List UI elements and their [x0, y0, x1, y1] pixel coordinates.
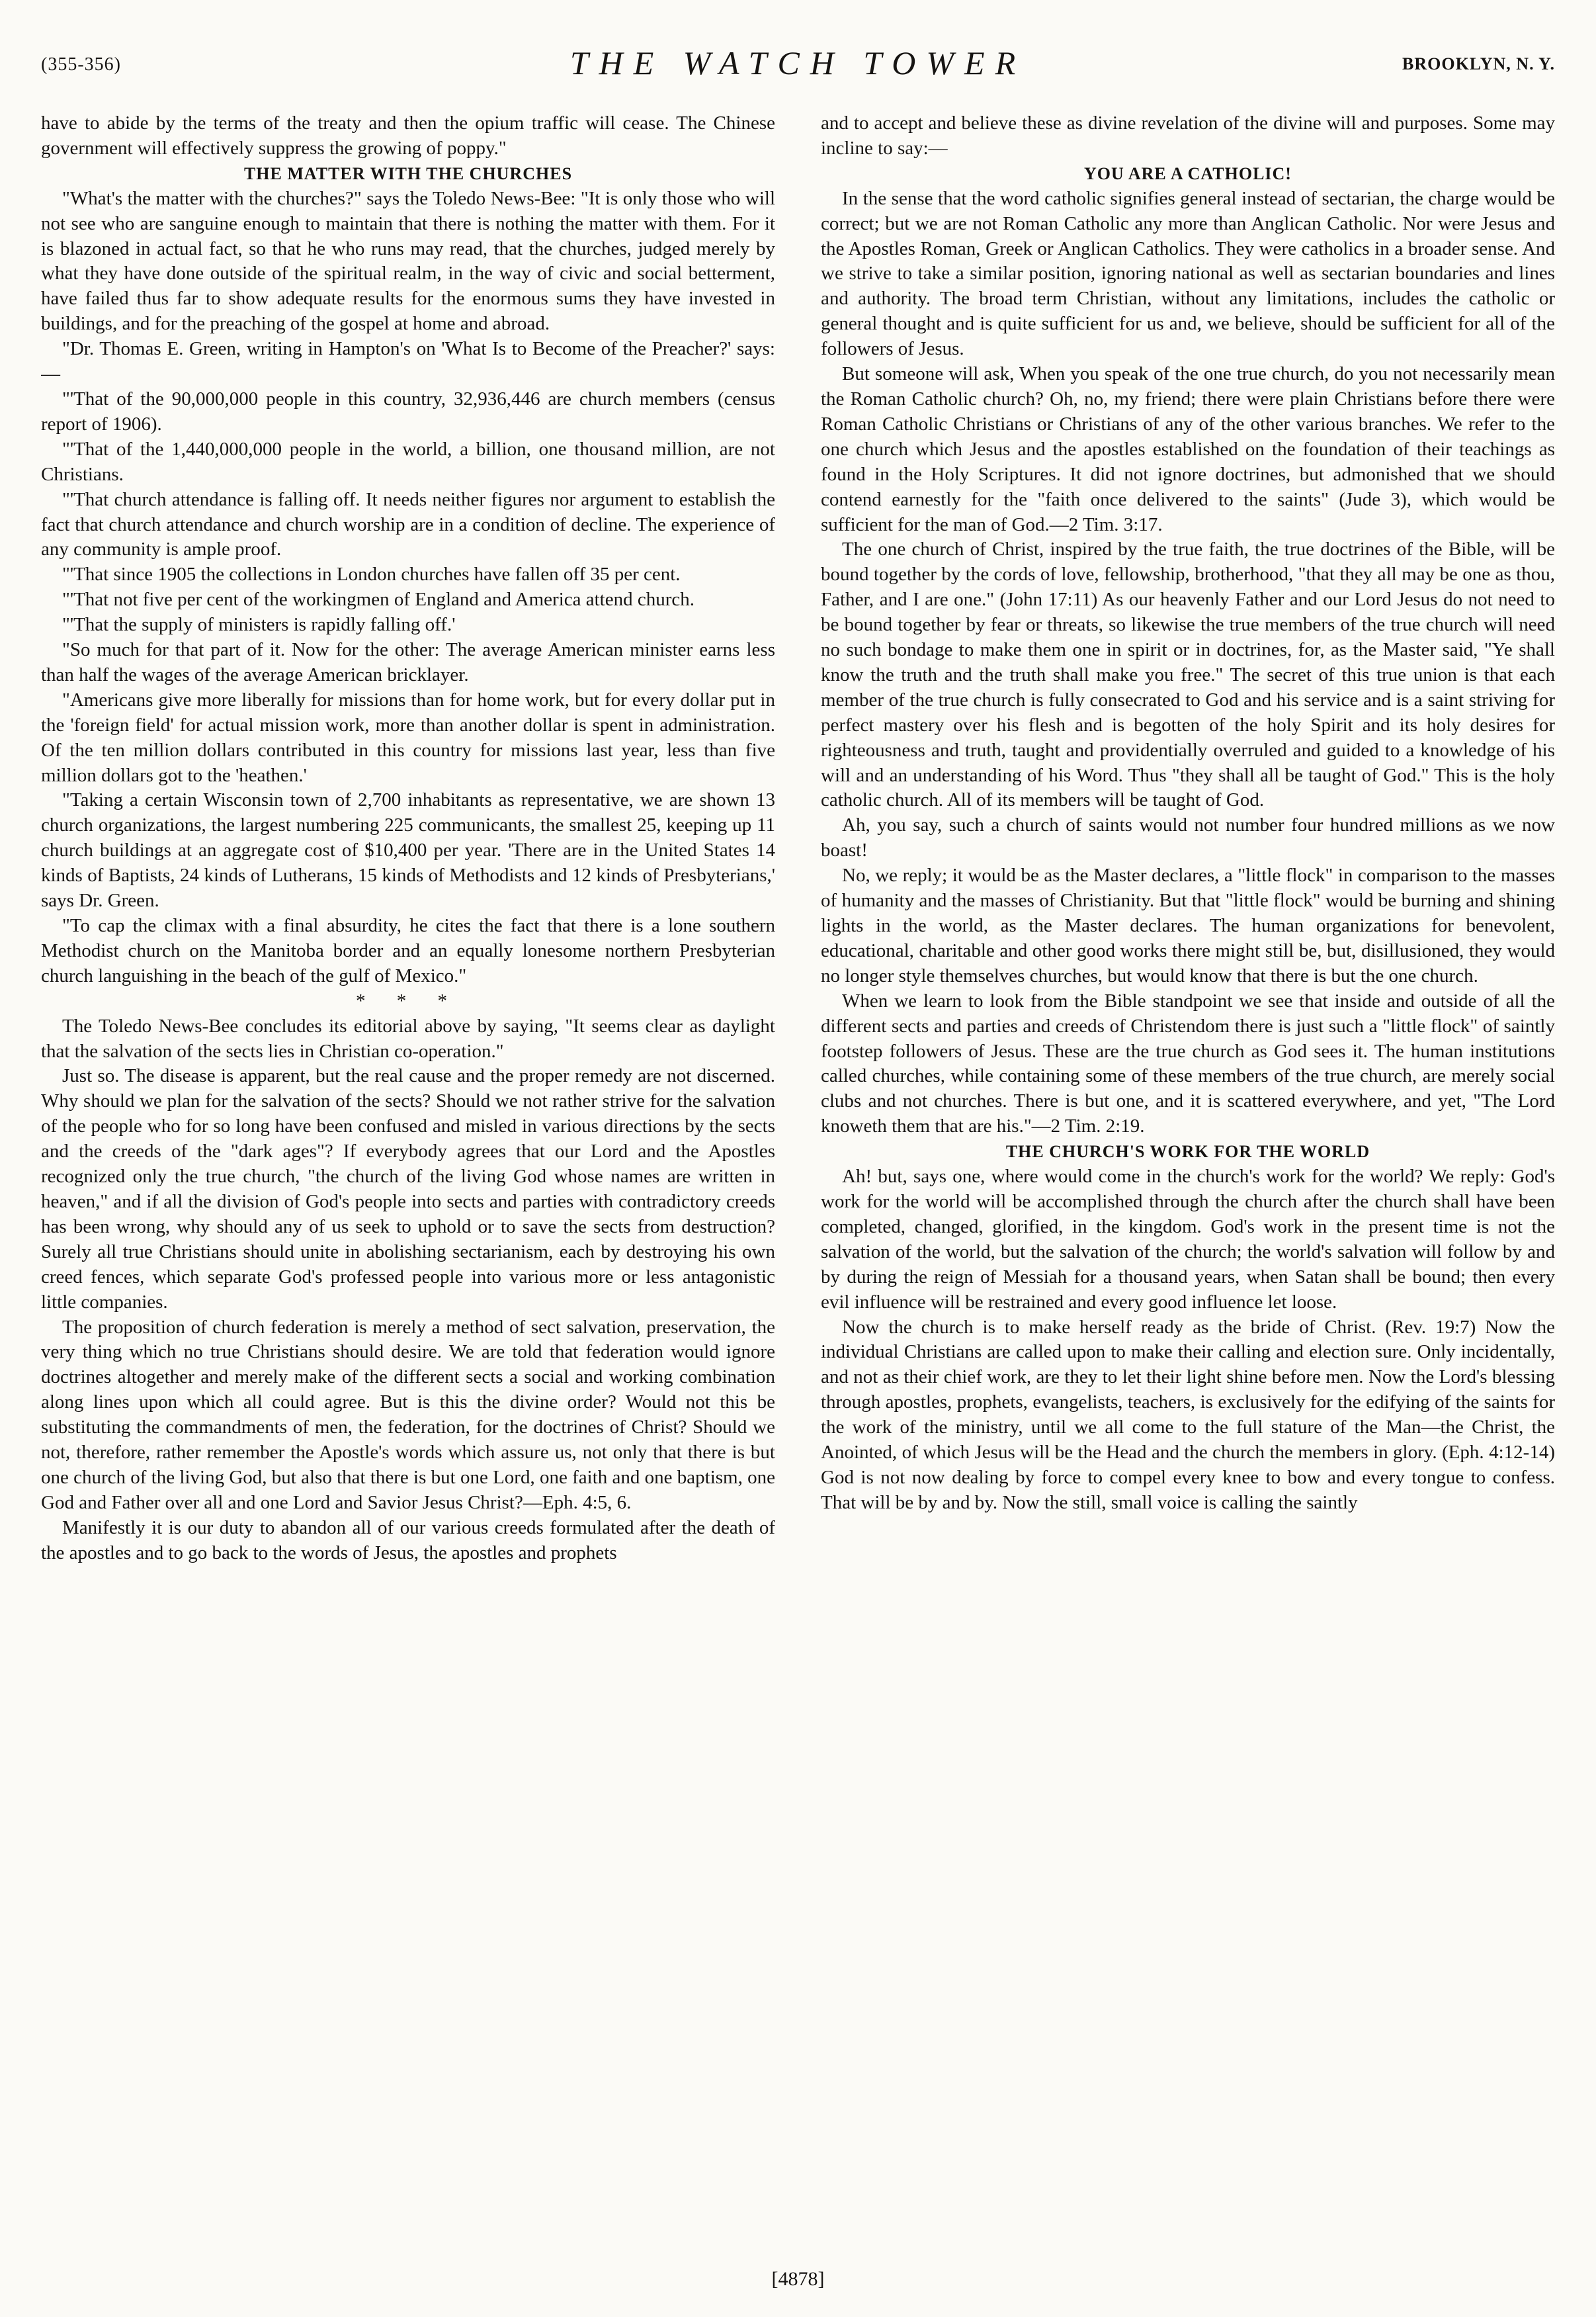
page-range: (355-356) — [41, 54, 121, 75]
section-divider: * * * — [356, 990, 460, 1012]
paragraph: "Americans give more liberally for missions than for home work, but for every dollar put in the 'foreign field' for actual mission work, more than another dollar is spent in administration. Of the ten million dollars contributed in this country for missions last year, less than five million dollars got to the 'heathen.' — [41, 689, 775, 786]
article-body — [41, 111, 1555, 2252]
paragraph: The one church of Christ, inspired by the true faith, the true doctrines of the Bible, will be bound together by the cords of love, fellowship, brotherhood, "that they all may be one as thou, Father, and I are one." (John 17:11) As our heavenly Father and our Lord Jesus do not need to be bound together by fear or threats, so likewise the true members of the true church will need no such bondage to make them one in spirit or in doctrines, for, as the Master said, "Ye shall know the truth and the truth shall make you free." The secret of this true union is that each member of the true church is fully consecrated to God and his service and is a saint striving for perfect mastery over his flesh and is begotten of the holy Spirit and its holy desires for righteousness and truth, taught and providentially overruled and guided to a knowledge of his will and an understanding of his Word. Thus "they shall all be taught of God." This is the holy catholic church. All of its members will be taught of God. — [821, 539, 1555, 811]
paragraph: But someone will ask, When you speak of the one true church, do you not necessarily mean the Roman Catholic church? Oh, no, my friend; there were plain Christians before there were Roman Catholic Christians or Christians of any of the other various branches. We refer to the one church which Jesus and the apostles established on the foundation of their teachings as found in the Holy Scriptures. It did not ignore doctrines, but admonished that we should contend earnestly for the "faith once delivered to the saints" (Jude 3), which would be sufficient for the man of God.—2 Tim. 3:17. — [821, 363, 1555, 535]
page-number: [4878] — [771, 2268, 825, 2290]
paragraph: "'That since 1905 the collections in London churches have fallen off 35 per cent. — [62, 564, 681, 586]
paragraph: "Dr. Thomas E. Green, writing in Hampton's on 'What Is to Become of the Preacher?' says:— — [41, 338, 775, 385]
paragraph: When we learn to look from the Bible standpoint we see that inside and outside of all the different sects and parties and creeds of Christendom there is just such a "little flock" of saintly footstep followers of Jesus. These are the true church as God sees it. The human institutions called churches, while containing some of these members of the true church, are merely social clubs and not churches. There is but one, and it is scattered everywhere, and yet, "The Lord knoweth them that are his."—2 Tim. 2:19. — [821, 990, 1555, 1137]
left-column — [41, 111, 775, 2252]
paragraph: Ah, you say, such a church of saints would not number four hundred millions as we now boast! — [821, 814, 1555, 861]
paragraph: and to accept and believe these as divine revelation of the divine will and purposes. Some may incline to say:— — [821, 112, 1555, 159]
paragraph: Now the church is to make herself ready as the bride of Christ. (Rev. 19:7) Now the individual Christians are called upon to make their calling and election sure. Only incidentally, and not as their chief work, are they to let their light shine before men. Now the Lord's blessing through apostles, prophets, evangelists, teachers, is exclusively for the edifying of the saints for the work of the ministry, until we all come to the full stature of the Man—the Christ, the Anointed, of which Jesus will be the Head and the church the members in glory. (Eph. 4:12-14) God is not now dealing by force to compel every knee to bow and every tongue to confess. That will be by and by. Now the still, small voice is calling the saintly — [821, 1316, 1555, 1513]
publication-title: THE WATCH TOWER — [569, 44, 1027, 81]
paragraph: "To cap the climax with a final absurdity, he cites the fact that there is a lone southern Methodist church on the Manitoba border and an equally lonesome northern Presbyterian church languishing in the beach of the gulf of Mexico." — [41, 915, 775, 986]
paragraph: "What's the matter with the churches?" says the Toledo News-Bee: "It is only those who will not see who are sanguine enough to maintain that there is nothing the matter with them. For it is blazoned in actual fact, so that he who runs may read, that the churches, judged merely by what they have done outside of the spiritual realm, in the way of civic and social betterment, have failed thus far to show adequate results for the enormous sums they have invested in buildings, and for the preaching of the gospel at home and abroad. — [41, 187, 775, 335]
section-heading: YOU ARE A CATHOLIC! — [1084, 163, 1292, 183]
paragraph: "'That of the 90,000,000 people in this country, 32,936,446 are church members (census report of 1906). — [41, 388, 775, 435]
section-heading: THE MATTER WITH THE CHURCHES — [243, 163, 573, 183]
paragraph: Just so. The disease is apparent, but the real cause and the proper remedy are not discerned. Why should we plan for the salvation of the sects? Should we not rather strive for the salvation of the people who for so long have been confused and misled in various directions by the sects and the creeds of the "dark ages"? If everybody agrees that our Lord and the Apostles recognized only the true church, "the church of the living God whose names are written in heaven," and if all the division of God's people into sects and parties with contradictory creeds has been wrong, why should any of us seek to uphold or to save the sects from destruction? Surely all true Christians should unite in abolishing sectarianism, each by destroying his own creed fences, which separate God's professed people into various more or less antagonistic little companies. — [41, 1065, 775, 1313]
paragraph: Manifestly it is our duty to abandon all of our various creeds formulated after the death of the apostles and to go back to the words of Jesus, the apostles and prophets — [41, 1516, 775, 1563]
paragraph: have to abide by the terms of the treaty and then the opium traffic will cease. The Chinese government will effectively suppress the growing of poppy." — [41, 112, 775, 159]
paragraph: No, we reply; it would be as the Master declares, a "little flock" in comparison to the masses of humanity and the masses of Christianity. But that "little flock" would be burning and shining lights in the world, as the Master declares. The human organizations for benevolent, educational, charitable and other good works there might still be, but, disillusioned, they would no longer style themselves churches, but would know that there is but the one church. — [821, 865, 1555, 986]
paragraph: The proposition of church federation is merely a method of sect salvation, preservation, the very thing which no true Christians should desire. We are told that federation would ignore doctrines altogether and merely make of the different sects a social and working combination along lines upon which all could agree. But is this the divine order? Would not this be substituting the commandments of men, the federation, for the doctrines of Christ? Should we not, therefore, rather remember the Apostle's words which assure us, not only that there is but one church of the living God, but also that there is but one Lord, one faith and one baptism, one God and Father over all and one Lord and Savior Jesus Christ?—Eph. 4:5, 6. — [41, 1316, 775, 1513]
paragraph: "'That not five per cent of the workingmen of England and America attend church. — [62, 589, 695, 611]
paragraph: The Toledo News-Bee concludes its editorial above by saying, "It seems clear as daylight that the salvation of the sects lies in Christian co-operation." — [41, 1015, 775, 1062]
page-header — [41, 44, 1555, 90]
paragraph: Ah! but, says one, where would come in the church's work for the world? We reply: God's work for the world will be accomplished through the church after the church shall have been completed, changed, glorified, in the kingdom. God's work in the present time is not the salvation of the world, but the salvation of the church; the world's salvation will follow by and by during the reign of Messiah for a thousand years, when Satan shall be bound; then every evil influence will be restrained and every good influence let loose. — [821, 1166, 1555, 1313]
section-heading: THE CHURCH'S WORK FOR THE WORLD — [1005, 1142, 1370, 1162]
paragraph: "'That the supply of ministers is rapidly falling off.' — [62, 614, 456, 636]
publication-location: BROOKLYN, N. Y. — [1402, 54, 1555, 73]
paragraph: "'That of the 1,440,000,000 people in the world, a billion, one thousand million, are not Christians. — [41, 438, 775, 485]
right-column — [821, 111, 1555, 2252]
paragraph: "'That church attendance is falling off. It needs neither figures nor argument to establish the fact that church attendance and church worship are in a condition of decline. The experience of any community is ample proof. — [41, 488, 775, 560]
paragraph: "Taking a certain Wisconsin town of 2,700 inhabitants as representative, we are shown 13 church organizations, the largest numbering 225 communicants, the smallest 25, keeping up 11 church buildings at an aggregate cost of $10,400 per year. 'There are in the United States 14 kinds of Baptists, 24 kinds of Lutherans, 15 kinds of Methodists and 12 kinds of Presbyterians,' says Dr. Green. — [41, 789, 775, 912]
paragraph: "So much for that part of it. Now for the other: The average American minister earns less than half the wages of the average American bricklayer. — [41, 639, 775, 685]
paragraph: In the sense that the word catholic signifies general instead of sectarian, the charge would be correct; but we are not Roman Catholic any more than Anglican Catholic. Nor were Jesus and the Apostles Roman, Greek or Anglican Catholics. They were catholics in a broader sense. And we strive to take a similar position, ignoring national as well as sectarian boundaries and lines and authority. The broad term Christian, without any limitations, includes the catholic or general thought and is quite sufficient for us and, we believe, should be sufficient for all of the followers of Jesus. — [821, 187, 1555, 360]
